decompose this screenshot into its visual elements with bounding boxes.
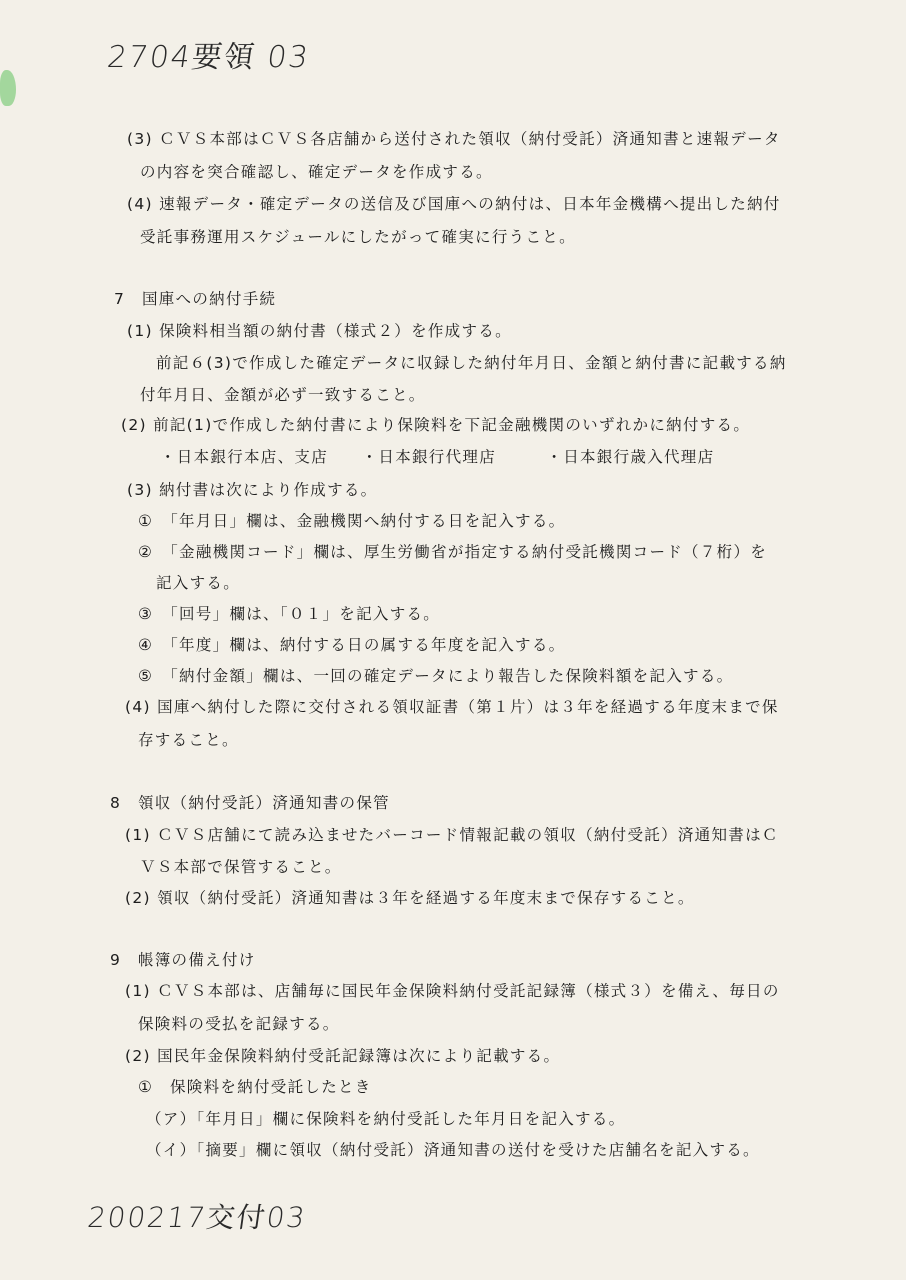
section-heading: 7 国庫への納付手続 (114, 290, 277, 308)
text-line: ① 「年月日」欄は、金融機関へ納付する日を記入する。 (138, 512, 566, 530)
text-line: ③ 「回号」欄は、「０１」を記入する。 (138, 605, 441, 623)
text-line: (4) 国庫へ納付した際に交付される領収証書（第１片）は３年を経過する年度末まで保 (125, 698, 779, 716)
text-line: ④ 「年度」欄は、納付する日の属する年度を記入する。 (138, 636, 566, 654)
text-line: 前記６(3)で作成した確定データに収録した納付年月日、金額と納付書に記載する納 (156, 354, 787, 372)
text-line: ① 保険料を納付受託したとき (138, 1078, 372, 1096)
text-line: ・日本銀行本店、支店 ・日本銀行代理店 ・日本銀行歳入代理店 (160, 448, 715, 466)
text-line: (2) 前記(1)で作成した納付書により保険料を下記金融機関のいずれかに納付する。 (121, 416, 751, 434)
text-line: 受託事務運用スケジュールにしたがって確実に行うこと。 (140, 228, 576, 246)
text-line: ⑤ 「納付金額」欄は、一回の確定データにより報告した保険料額を記入する。 (138, 667, 734, 685)
text-line: の内容を突合確認し、確定データを作成する。 (140, 163, 493, 181)
text-line: 保険料の受払を記録する。 (138, 1015, 340, 1033)
text-line: 付年月日、金額が必ず一致すること。 (140, 386, 426, 404)
text-line: 存すること。 (138, 731, 239, 749)
text-line: ＶＳ本部で保管すること。 (140, 858, 342, 876)
text-line: (1) ＣＶＳ本部は、店舗毎に国民年金保険料納付受託記録簿（様式３）を備え、毎日の (125, 982, 780, 1000)
text-line: (1) 保険料相当額の納付書（様式２）を作成する。 (127, 322, 512, 340)
text-line: 記入する。 (156, 574, 241, 592)
text-line: (2) 国民年金保険料納付受託記録簿は次により記載する。 (125, 1047, 561, 1065)
text-line: (3) ＣＶＳ本部はＣＶＳ各店舗から送付された領収（納付受託）済通知書と速報データ (127, 130, 781, 148)
handwritten-note-bottom: 200217交付03 (85, 1201, 309, 1234)
text-line: (3) 納付書は次により作成する。 (127, 481, 378, 499)
section-heading: 8 領収（納付受託）済通知書の保管 (110, 794, 390, 812)
text-line: (2) 領収（納付受託）済通知書は３年を経過する年度末まで保存すること。 (125, 889, 695, 907)
handwritten-note-top: 2704要領 03 (105, 40, 313, 75)
text-line: （ア）「年月日」欄に保険料を納付受託した年月日を記入する。 (146, 1110, 626, 1128)
text-line: （イ）「摘要」欄に領収（納付受託）済通知書の送付を受けた店舗名を記入する。 (146, 1141, 760, 1159)
text-line: (1) ＣＶＳ店舗にて読み込ませたバーコード情報記載の領収（納付受託）済通知書はＣ (125, 826, 779, 844)
text-line: ② 「金融機関コード」欄は、厚生労働省が指定する納付受託機関コード（７桁）を (138, 543, 768, 561)
green-marker-smudge (0, 70, 16, 106)
text-line: (4) 速報データ・確定データの送信及び国庫への納付は、日本年金機構へ提出した納付 (127, 195, 781, 213)
section-heading: 9 帳簿の備え付け (110, 951, 256, 969)
